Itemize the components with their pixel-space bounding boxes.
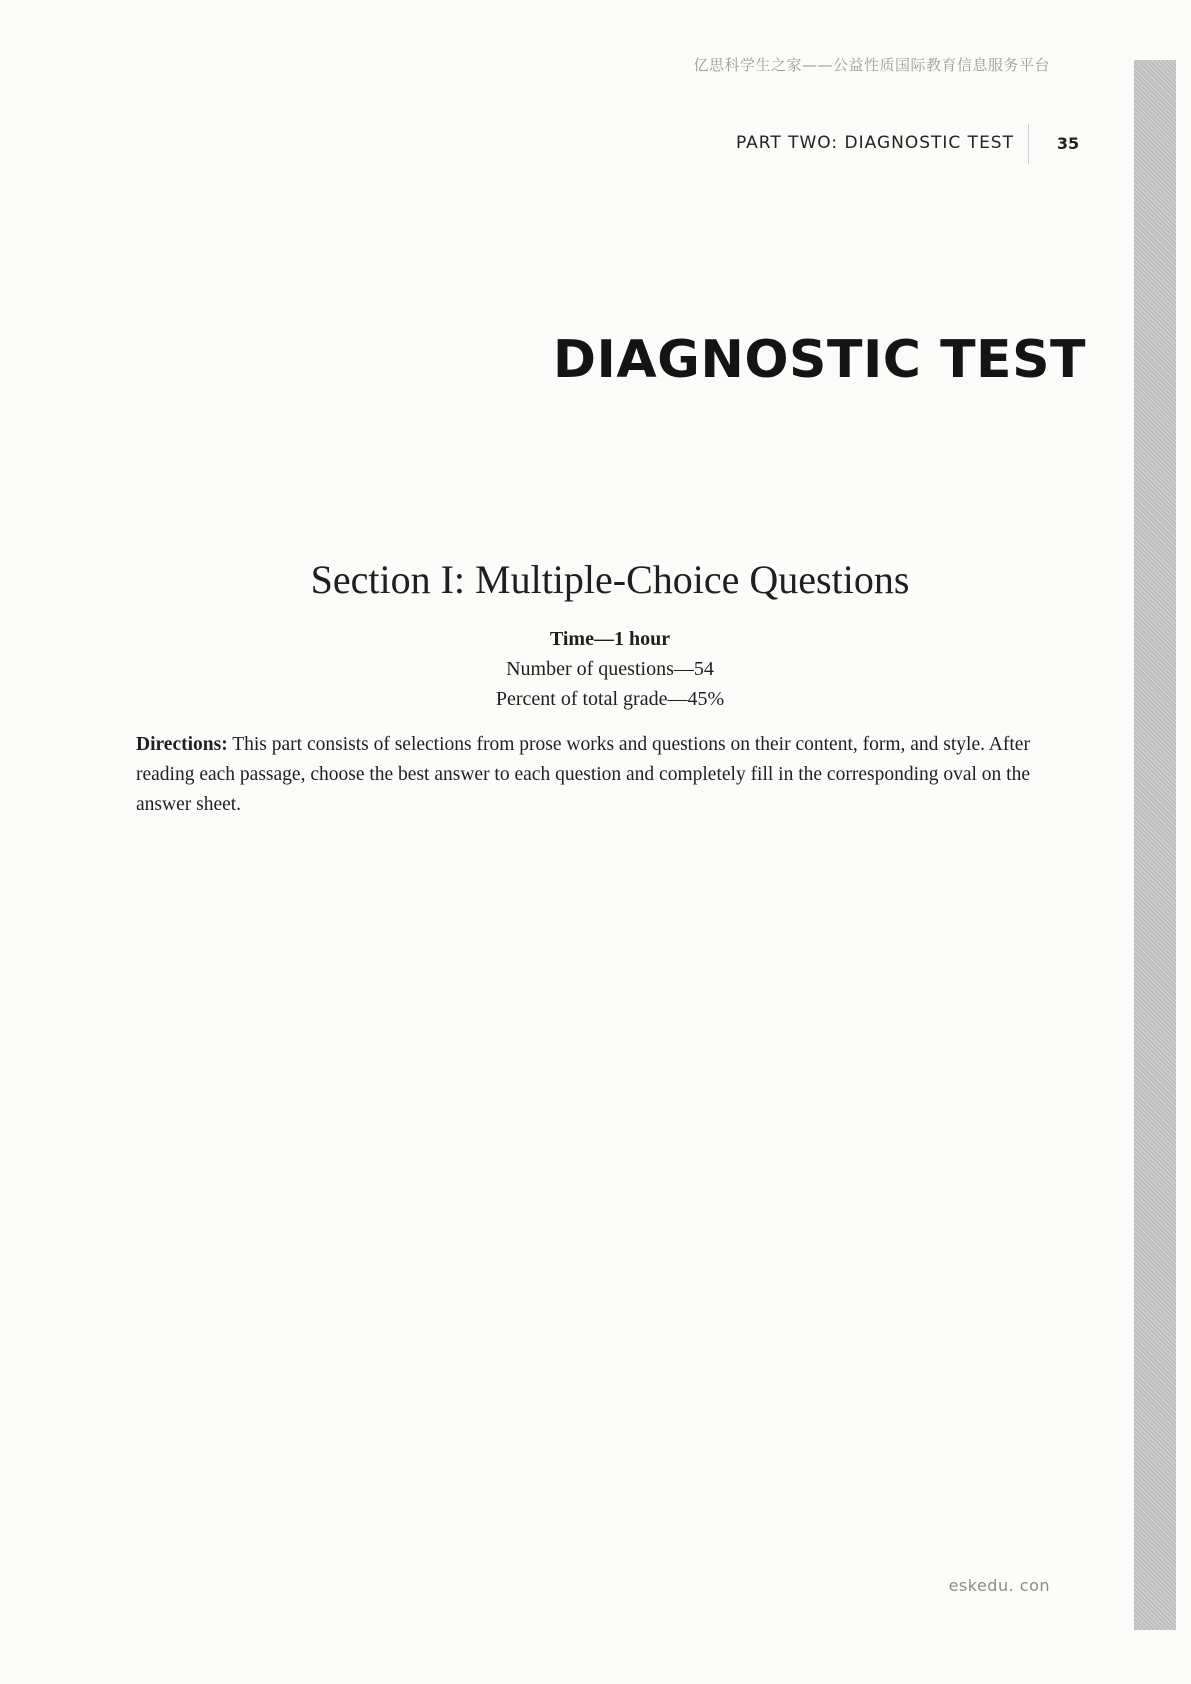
section-info xyxy=(380,624,840,714)
page-number: 35 xyxy=(1056,134,1080,153)
running-header-title: PART TWO: DIAGNOSTIC TEST xyxy=(735,133,1014,153)
section-heading: Section I: Multiple-Choice Questions xyxy=(310,557,910,602)
bottom-watermark: eskedu. con xyxy=(948,1576,1050,1595)
directions-label: Directions: xyxy=(136,734,228,755)
header-divider xyxy=(1028,124,1029,164)
question-count: Number of questions—54 xyxy=(506,658,714,680)
time-limit: Time—1 hour xyxy=(549,628,671,650)
top-watermark: 亿思科学生之家——公益性质国际教育信息服务平台 xyxy=(693,56,1050,74)
directions-text: This part consists of selections from prose works and questions on their content, form, and style. After reading each passage, choose the best answer to each question and completely fill in the corresponding oval on the answer sheet. xyxy=(136,734,1031,815)
scan-edge-strip xyxy=(1134,60,1176,1630)
grade-percent: Percent of total grade—45% xyxy=(495,688,725,710)
page-title: DIAGNOSTIC TEST xyxy=(552,330,1086,390)
directions-paragraph xyxy=(136,730,1076,820)
